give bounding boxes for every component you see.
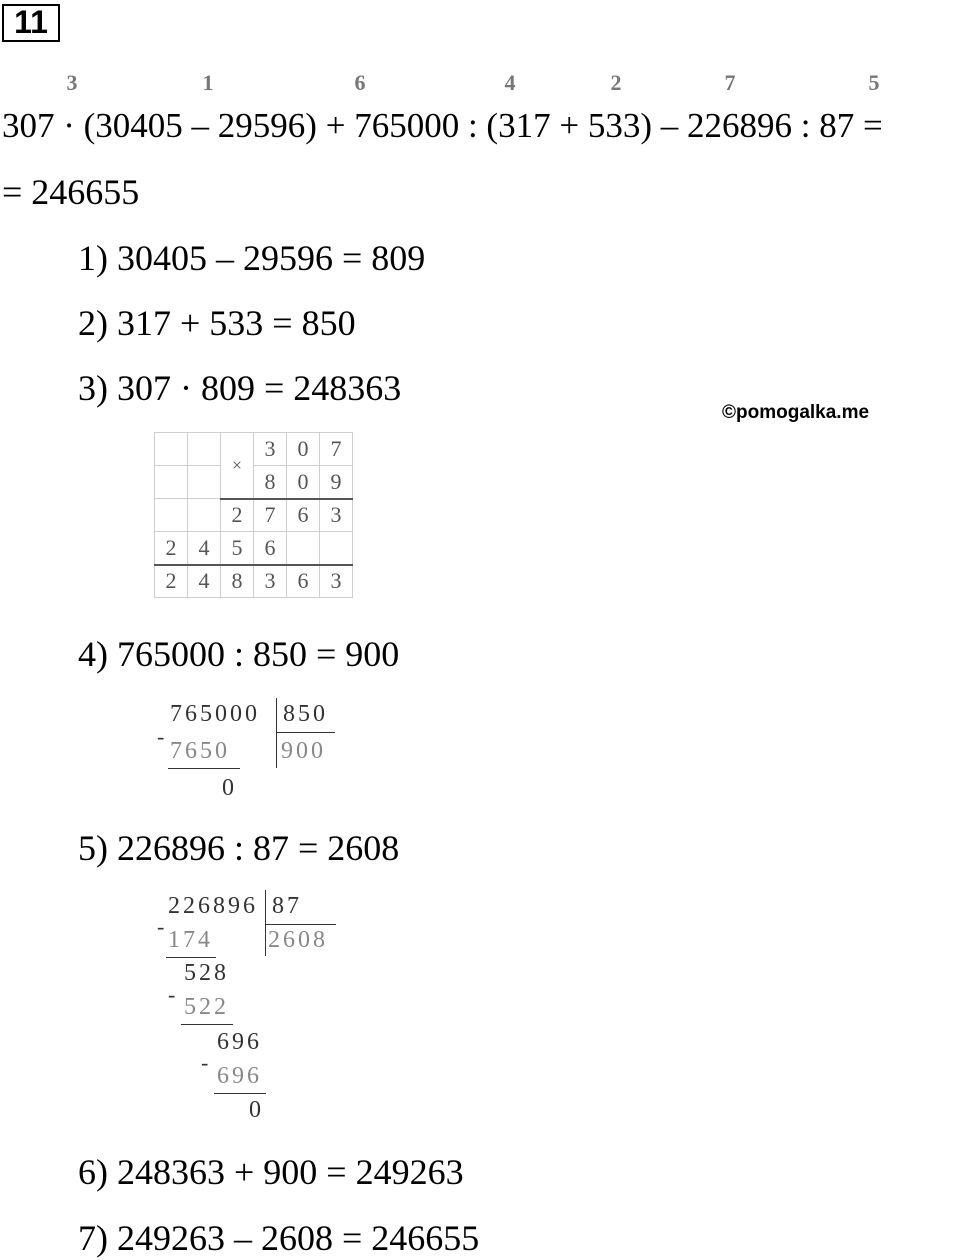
quotient-line — [266, 924, 336, 925]
grid-cell: 2 — [221, 499, 254, 532]
expression-line-2: = 246655 — [2, 172, 140, 212]
grid-cell — [155, 466, 188, 499]
minus-sign: - — [168, 982, 176, 1007]
step-7: 7) 249263 – 2608 = 246655 — [78, 1218, 480, 1258]
partial-remainder-1: 528 — [184, 960, 229, 986]
order-mark: 4 — [504, 70, 516, 95]
subtraction-line — [181, 1024, 233, 1025]
quotient: 900 — [281, 738, 326, 764]
grid-cell: 2 — [155, 532, 188, 565]
step-5: 5) 226896 : 87 = 2608 — [78, 828, 400, 868]
grid-cell: 4 — [188, 532, 221, 565]
quotient-line — [277, 732, 335, 733]
grid-cell: 3 — [320, 565, 353, 598]
subtrahend-3: 696 — [217, 1063, 262, 1089]
minus-sign: - — [201, 1050, 209, 1075]
step-4: 4) 765000 : 850 = 900 — [78, 634, 400, 674]
grid-cell — [155, 433, 188, 466]
order-mark: 2 — [610, 70, 622, 95]
step-1: 1) 30405 – 29596 = 809 — [78, 238, 426, 278]
grid-cell — [188, 466, 221, 499]
order-mark: 3 — [66, 70, 78, 95]
order-mark: 6 — [354, 70, 366, 95]
dividend: 765000 — [170, 701, 260, 727]
step-2: 2) 317 + 533 = 850 — [78, 303, 356, 343]
subtraction-line — [166, 957, 216, 958]
division-bar — [265, 890, 266, 956]
grid-cell: 6 — [287, 565, 320, 598]
order-mark: 7 — [724, 70, 736, 95]
subtraction-line — [168, 768, 240, 769]
grid-cell: 0 — [287, 466, 320, 499]
subtrahend: 7650 — [170, 738, 230, 764]
divisor: 850 — [283, 701, 328, 727]
step-3: 3) 307 · 809 = 248363 — [78, 368, 402, 408]
grid-cell: 7 — [254, 499, 287, 532]
subtrahend-1: 174 — [168, 927, 213, 953]
subtraction-line — [214, 1093, 266, 1094]
grid-cell: 2 — [155, 565, 188, 598]
grid-cell: 8 — [221, 565, 254, 598]
grid-cell — [320, 532, 353, 565]
grid-cell — [287, 532, 320, 565]
grid-cell: 4 — [188, 565, 221, 598]
expression-line-1: 307 · (30405 – 29596) + 765000 : (317 + 533) – 226896 : 87 = — [2, 106, 883, 145]
grid-cell — [155, 499, 188, 532]
subtrahend-2: 522 — [184, 994, 229, 1020]
dividend: 226896 — [168, 893, 258, 919]
grid-cell: 0 — [287, 433, 320, 466]
order-mark: 1 — [202, 70, 214, 95]
grid-cell: 3 — [254, 433, 287, 466]
division-bar — [276, 698, 277, 768]
divisor: 87 — [272, 893, 302, 919]
grid-cell: 6 — [287, 499, 320, 532]
grid-cell: 9 — [320, 466, 353, 499]
minus-sign: - — [157, 724, 165, 749]
multiply-sign: × — [221, 433, 254, 499]
grid-cell: 3 — [320, 499, 353, 532]
minus-sign: - — [157, 914, 165, 939]
step-6: 6) 248363 + 900 = 249263 — [78, 1152, 464, 1192]
grid-cell — [188, 499, 221, 532]
quotient: 2608 — [268, 927, 328, 953]
grid-cell: 6 — [254, 532, 287, 565]
multiplication-grid — [154, 432, 353, 598]
grid-cell: 3 — [254, 565, 287, 598]
order-mark: 5 — [868, 70, 880, 95]
remainder: 0 — [222, 775, 237, 801]
grid-cell: 5 — [221, 532, 254, 565]
partial-remainder-2: 696 — [217, 1029, 262, 1055]
task-number-box: 11 — [2, 4, 60, 42]
remainder: 0 — [249, 1097, 264, 1123]
grid-cell: 7 — [320, 433, 353, 466]
watermark: ©pomogalka.me — [722, 402, 870, 423]
grid-cell: 8 — [254, 466, 287, 499]
grid-cell — [188, 433, 221, 466]
